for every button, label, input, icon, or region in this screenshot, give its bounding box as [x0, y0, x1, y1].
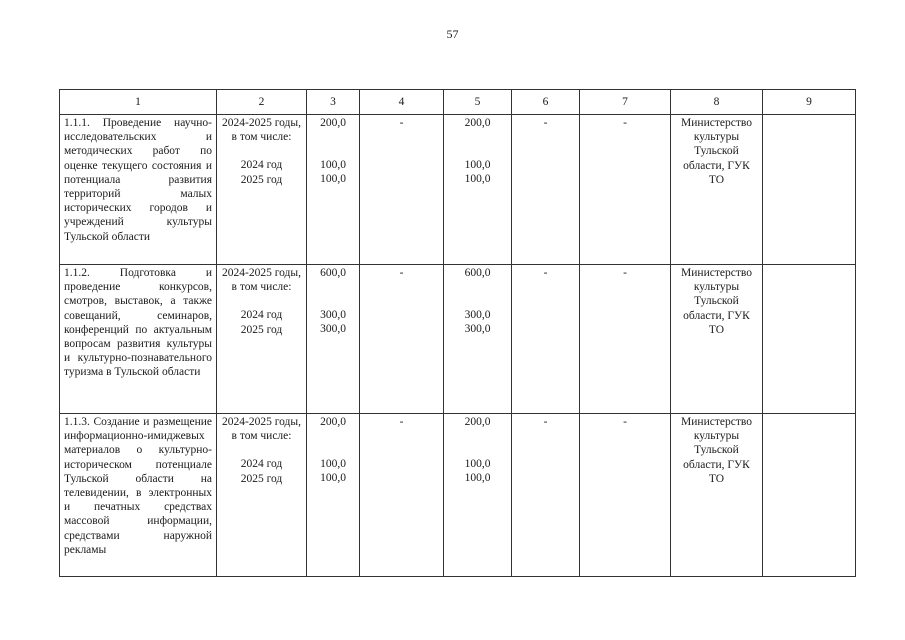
- year-1-value: 100,0: [464, 159, 491, 172]
- year-2-value: 300,0: [464, 323, 491, 336]
- period-cell: [217, 115, 307, 265]
- table-row: [60, 414, 856, 577]
- total-value: 600,0: [320, 267, 346, 279]
- table-row: [60, 115, 856, 265]
- year-1-value: 100,0: [464, 458, 491, 471]
- column-header: 2: [217, 90, 307, 115]
- col-4-cell: -: [360, 115, 444, 265]
- column-header: 4: [360, 90, 444, 115]
- total-value: 200,0: [320, 117, 346, 129]
- table-row: [60, 265, 856, 414]
- column-number-row: [60, 90, 856, 115]
- col-9-cell: [763, 265, 856, 414]
- executor-cell: Министерство культуры Тульской области, ГУК ТО: [671, 115, 763, 265]
- year-1-value: 100,0: [320, 458, 346, 471]
- col-6-cell: -: [512, 265, 580, 414]
- col-7-cell: -: [580, 115, 671, 265]
- column-header: 8: [671, 90, 763, 115]
- period-label: 2024-2025 годы,: [221, 267, 301, 279]
- year-2-label: 2025 год: [240, 173, 283, 186]
- including-label: в том числе:: [231, 131, 292, 144]
- year-2-value: 100,0: [320, 173, 346, 186]
- column-header: 9: [763, 90, 856, 115]
- total-value: 200,0: [464, 416, 491, 428]
- year-1-label: 2024 год: [240, 309, 283, 322]
- col-9-cell: [763, 414, 856, 577]
- col-5-cell: [444, 414, 512, 577]
- year-2-label: 2025 год: [240, 472, 283, 485]
- year-1-value: 300,0: [464, 309, 491, 322]
- col-5-cell: [444, 115, 512, 265]
- program-table: [59, 89, 856, 577]
- total-value: 600,0: [464, 267, 491, 279]
- activity-description: 1.1.3. Создание и размещение информационно-имиджевых материалов о культурно-историческом потенциале Тульской области на телевидении, в электронных и печатных средствах массовой информации, средствами наружной рекламы: [60, 414, 217, 577]
- including-label: в том числе:: [231, 430, 292, 443]
- period-label: 2024-2025 годы,: [221, 416, 301, 428]
- period-cell: [217, 265, 307, 414]
- column-header: 6: [512, 90, 580, 115]
- activity-description: 1.1.1. Проведение научно-исследовательских и методических работ по оценке текущего состояния и потенциала развития территорий малых исторических городов и учреждений культуры Тульской области: [60, 115, 217, 265]
- total-funding-cell: [307, 115, 360, 265]
- col-9-cell: [763, 115, 856, 265]
- column-header: 5: [444, 90, 512, 115]
- year-2-value: 300,0: [320, 323, 346, 336]
- year-2-value: 100,0: [320, 472, 346, 485]
- year-1-value: 300,0: [320, 309, 346, 322]
- period-label: 2024-2025 годы,: [221, 117, 301, 129]
- year-2-label: 2025 год: [240, 323, 283, 336]
- period-cell: [217, 414, 307, 577]
- col-7-cell: -: [580, 414, 671, 577]
- page-number: 57: [446, 27, 459, 41]
- executor-cell: Министерство культуры Тульской области, ГУК ТО: [671, 414, 763, 577]
- year-2-value: 100,0: [464, 173, 491, 186]
- column-header: 7: [580, 90, 671, 115]
- col-4-cell: -: [360, 414, 444, 577]
- col-6-cell: -: [512, 115, 580, 265]
- col-5-cell: [444, 265, 512, 414]
- col-6-cell: -: [512, 414, 580, 577]
- total-funding-cell: [307, 265, 360, 414]
- col-7-cell: -: [580, 265, 671, 414]
- column-header: 1: [60, 90, 217, 115]
- activity-description: 1.1.2. Подготовка и проведение конкурсов, смотров, выставок, а также совещаний, семинаров, конференций по актуальным вопросам развития культуры и культурно-познавательного туризма в Тульской области: [60, 265, 217, 414]
- col-4-cell: -: [360, 265, 444, 414]
- including-label: в том числе:: [231, 281, 292, 294]
- year-2-value: 100,0: [464, 472, 491, 485]
- total-funding-cell: [307, 414, 360, 577]
- executor-cell: Министерство культуры Тульской области, ГУК ТО: [671, 265, 763, 414]
- year-1-label: 2024 год: [240, 159, 283, 172]
- total-value: 200,0: [464, 117, 491, 129]
- year-1-label: 2024 год: [240, 458, 283, 471]
- column-header: 3: [307, 90, 360, 115]
- year-1-value: 100,0: [320, 159, 346, 172]
- total-value: 200,0: [320, 416, 346, 428]
